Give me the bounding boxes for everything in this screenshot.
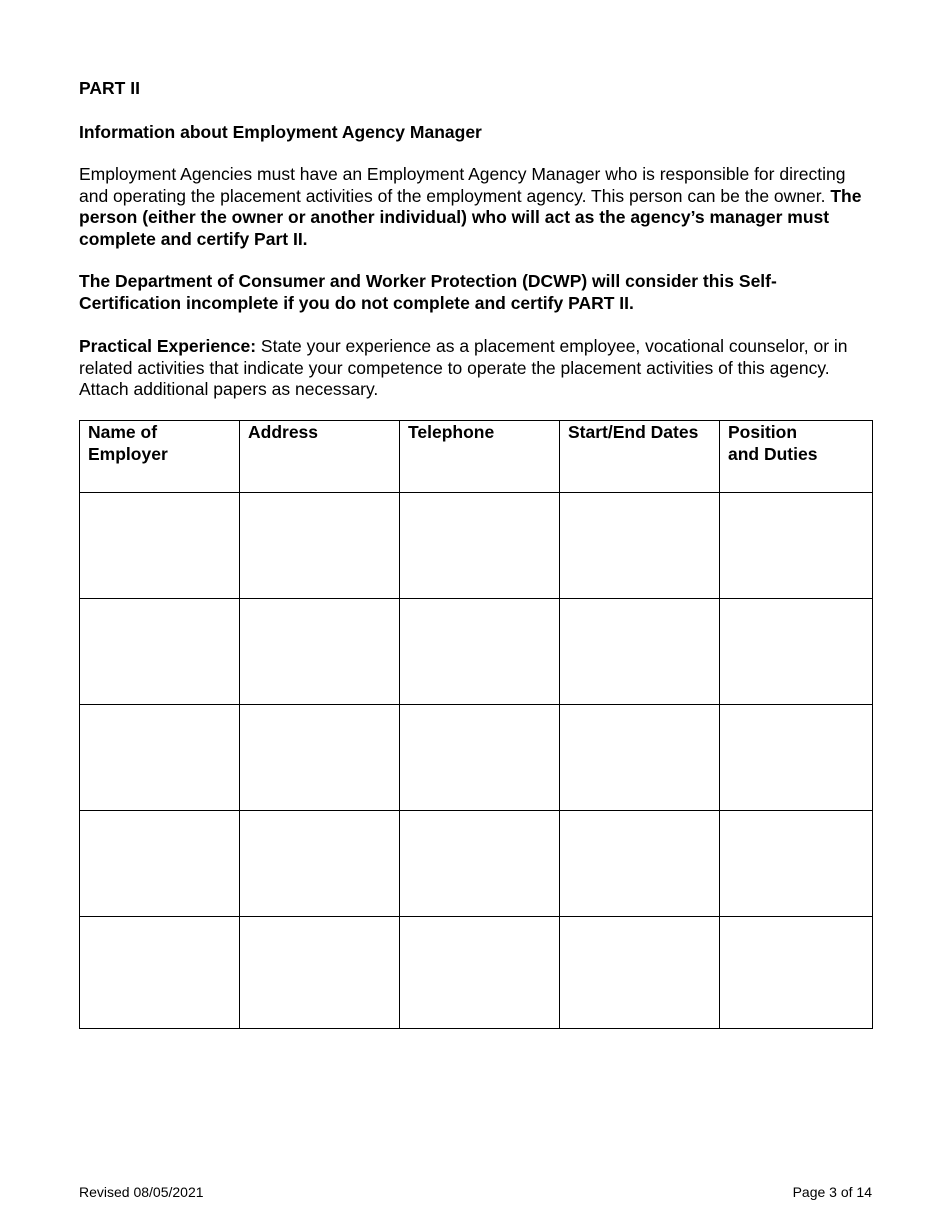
employer-name-cell[interactable] <box>80 811 240 917</box>
practical-experience-text: State your experience as a placement employee, vocational counselor, or in related activities that indicate your competence to operate the placement activities of this agency. Attach additional papers as necessary. <box>79 336 848 399</box>
position-duties-cell[interactable] <box>720 811 873 917</box>
part-title: PART II <box>79 78 140 98</box>
intro-paragraph <box>79 164 872 250</box>
practical-experience-label: Practical Experience: <box>79 336 257 356</box>
experience-table <box>79 420 873 1029</box>
address-cell[interactable] <box>240 599 400 705</box>
dates-cell[interactable] <box>560 705 720 811</box>
table-row <box>80 599 873 705</box>
dates-cell[interactable] <box>560 599 720 705</box>
dates-cell[interactable] <box>560 811 720 917</box>
table-row <box>80 917 873 1029</box>
position-duties-cell[interactable] <box>720 599 873 705</box>
employer-name-cell[interactable] <box>80 917 240 1029</box>
telephone-cell[interactable] <box>400 493 560 599</box>
employer-name-cell[interactable] <box>80 705 240 811</box>
position-duties-cell[interactable] <box>720 705 873 811</box>
incomplete-warning: The Department of Consumer and Worker Protection (DCWP) will consider this Self-Certification incomplete if you do not complete and certify PART II. <box>79 271 777 313</box>
table-row <box>80 493 873 599</box>
section-title: Information about Employment Agency Manager <box>79 122 482 142</box>
practical-experience-paragraph <box>79 336 872 401</box>
dates-cell[interactable] <box>560 493 720 599</box>
header-name-of-employer: Name of Employer <box>80 421 240 493</box>
address-cell[interactable] <box>240 811 400 917</box>
position-duties-cell[interactable] <box>720 493 873 599</box>
employer-name-cell[interactable] <box>80 599 240 705</box>
position-duties-cell[interactable] <box>720 917 873 1029</box>
header-address: Address <box>240 421 400 493</box>
address-cell[interactable] <box>240 493 400 599</box>
page-number: Page 3 of 14 <box>792 1184 872 1200</box>
header-position-and-duties: Position and Duties <box>720 421 873 493</box>
telephone-cell[interactable] <box>400 917 560 1029</box>
address-cell[interactable] <box>240 917 400 1029</box>
telephone-cell[interactable] <box>400 705 560 811</box>
employer-name-cell[interactable] <box>80 493 240 599</box>
document-page <box>79 0 872 1230</box>
intro-bold-text: The person (either the owner or another individual) who will act as the agency’s manager must complete and certify Part II. <box>79 185 862 249</box>
telephone-cell[interactable] <box>400 599 560 705</box>
dates-cell[interactable] <box>560 917 720 1029</box>
intro-text: Employment Agencies must have an Employment Agency Manager who is responsible for directing and operating the placement activities of the employment agency. This person can be the owner. <box>79 164 846 206</box>
telephone-cell[interactable] <box>400 811 560 917</box>
revised-date: Revised 08/05/2021 <box>79 1184 204 1200</box>
table-row <box>80 811 873 917</box>
address-cell[interactable] <box>240 705 400 811</box>
header-telephone: Telephone <box>400 421 560 493</box>
header-start-end-dates: Start/End Dates <box>560 421 720 493</box>
table-row <box>80 705 873 811</box>
table-header-row <box>80 421 873 493</box>
